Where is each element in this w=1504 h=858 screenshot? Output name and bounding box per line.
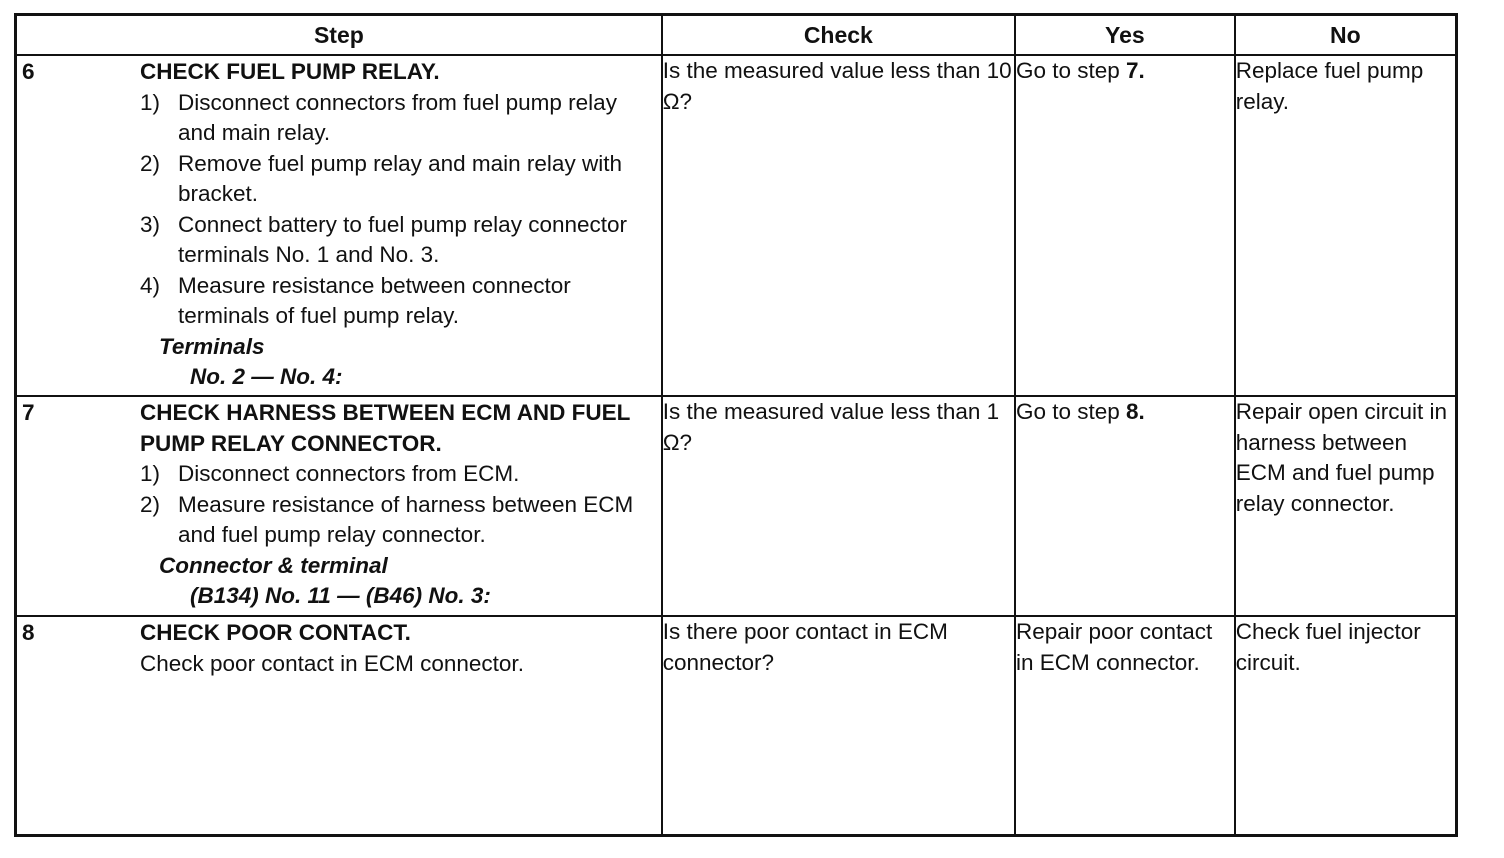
table-row [16, 55, 1457, 396]
diagnostic-table [14, 13, 1458, 837]
no-cell: Replace fuel pump relay. [1235, 55, 1457, 396]
sub-step: 1) Disconnect connectors from ECM. [140, 461, 520, 486]
sub-step: 2) Remove fuel pump relay and main relay with bracket. [140, 150, 622, 206]
step-title: CHECK HARNESS BETWEEN ECM AND FUEL PUMP RELAY CONNECTOR. [140, 400, 631, 456]
no-cell: Repair open circuit in harness between ECM and fuel pump relay connector. [1235, 396, 1457, 616]
spec-label: Connector & terminal [159, 552, 388, 578]
yes-cell: Repair poor contact in ECM connector. [1015, 616, 1235, 836]
step-cell [16, 55, 662, 396]
header-no: No [1235, 15, 1457, 56]
yes-cell: Go to step 7. [1015, 55, 1235, 396]
check-cell: Is the measured value less than 10 Ω? [662, 55, 1015, 396]
sub-step: 4) Measure resistance between connector terminals of fuel pump relay. [140, 272, 571, 328]
header-check: Check [662, 15, 1015, 56]
header-step: Step [16, 15, 662, 56]
check-cell: Is the measured value less than 1 Ω? [662, 396, 1015, 616]
step-title: CHECK FUEL PUMP RELAY. [140, 59, 440, 84]
table-row [16, 616, 1457, 836]
sub-step: 2) Measure resistance of harness between ECM and fuel pump relay connector. [140, 491, 634, 547]
step-cell [16, 396, 662, 616]
table-row [16, 396, 1457, 616]
spec-label: Terminals [159, 333, 265, 359]
spec-value: No. 2 — No. 4: [190, 364, 343, 389]
yes-cell: Go to step 8. [1015, 396, 1235, 616]
step-number: 7 [22, 400, 35, 425]
spec-value: (B134) No. 11 — (B46) No. 3: [190, 583, 491, 608]
step-text: Check poor contact in ECM connector. [140, 650, 524, 676]
step-title: CHECK POOR CONTACT. [140, 620, 411, 645]
header-row [16, 15, 1457, 56]
header-yes: Yes [1015, 15, 1235, 56]
no-cell: Check fuel injector circuit. [1235, 616, 1457, 836]
check-cell: Is there poor contact in ECM connector? [662, 616, 1015, 836]
sub-step: 3) Connect battery to fuel pump relay connector terminals No. 1 and No. 3. [140, 211, 628, 267]
step-number: 8 [22, 620, 35, 645]
step-cell [16, 616, 662, 836]
sub-step: 1) Disconnect connectors from fuel pump relay and main relay. [140, 89, 617, 145]
step-number: 6 [22, 59, 35, 84]
